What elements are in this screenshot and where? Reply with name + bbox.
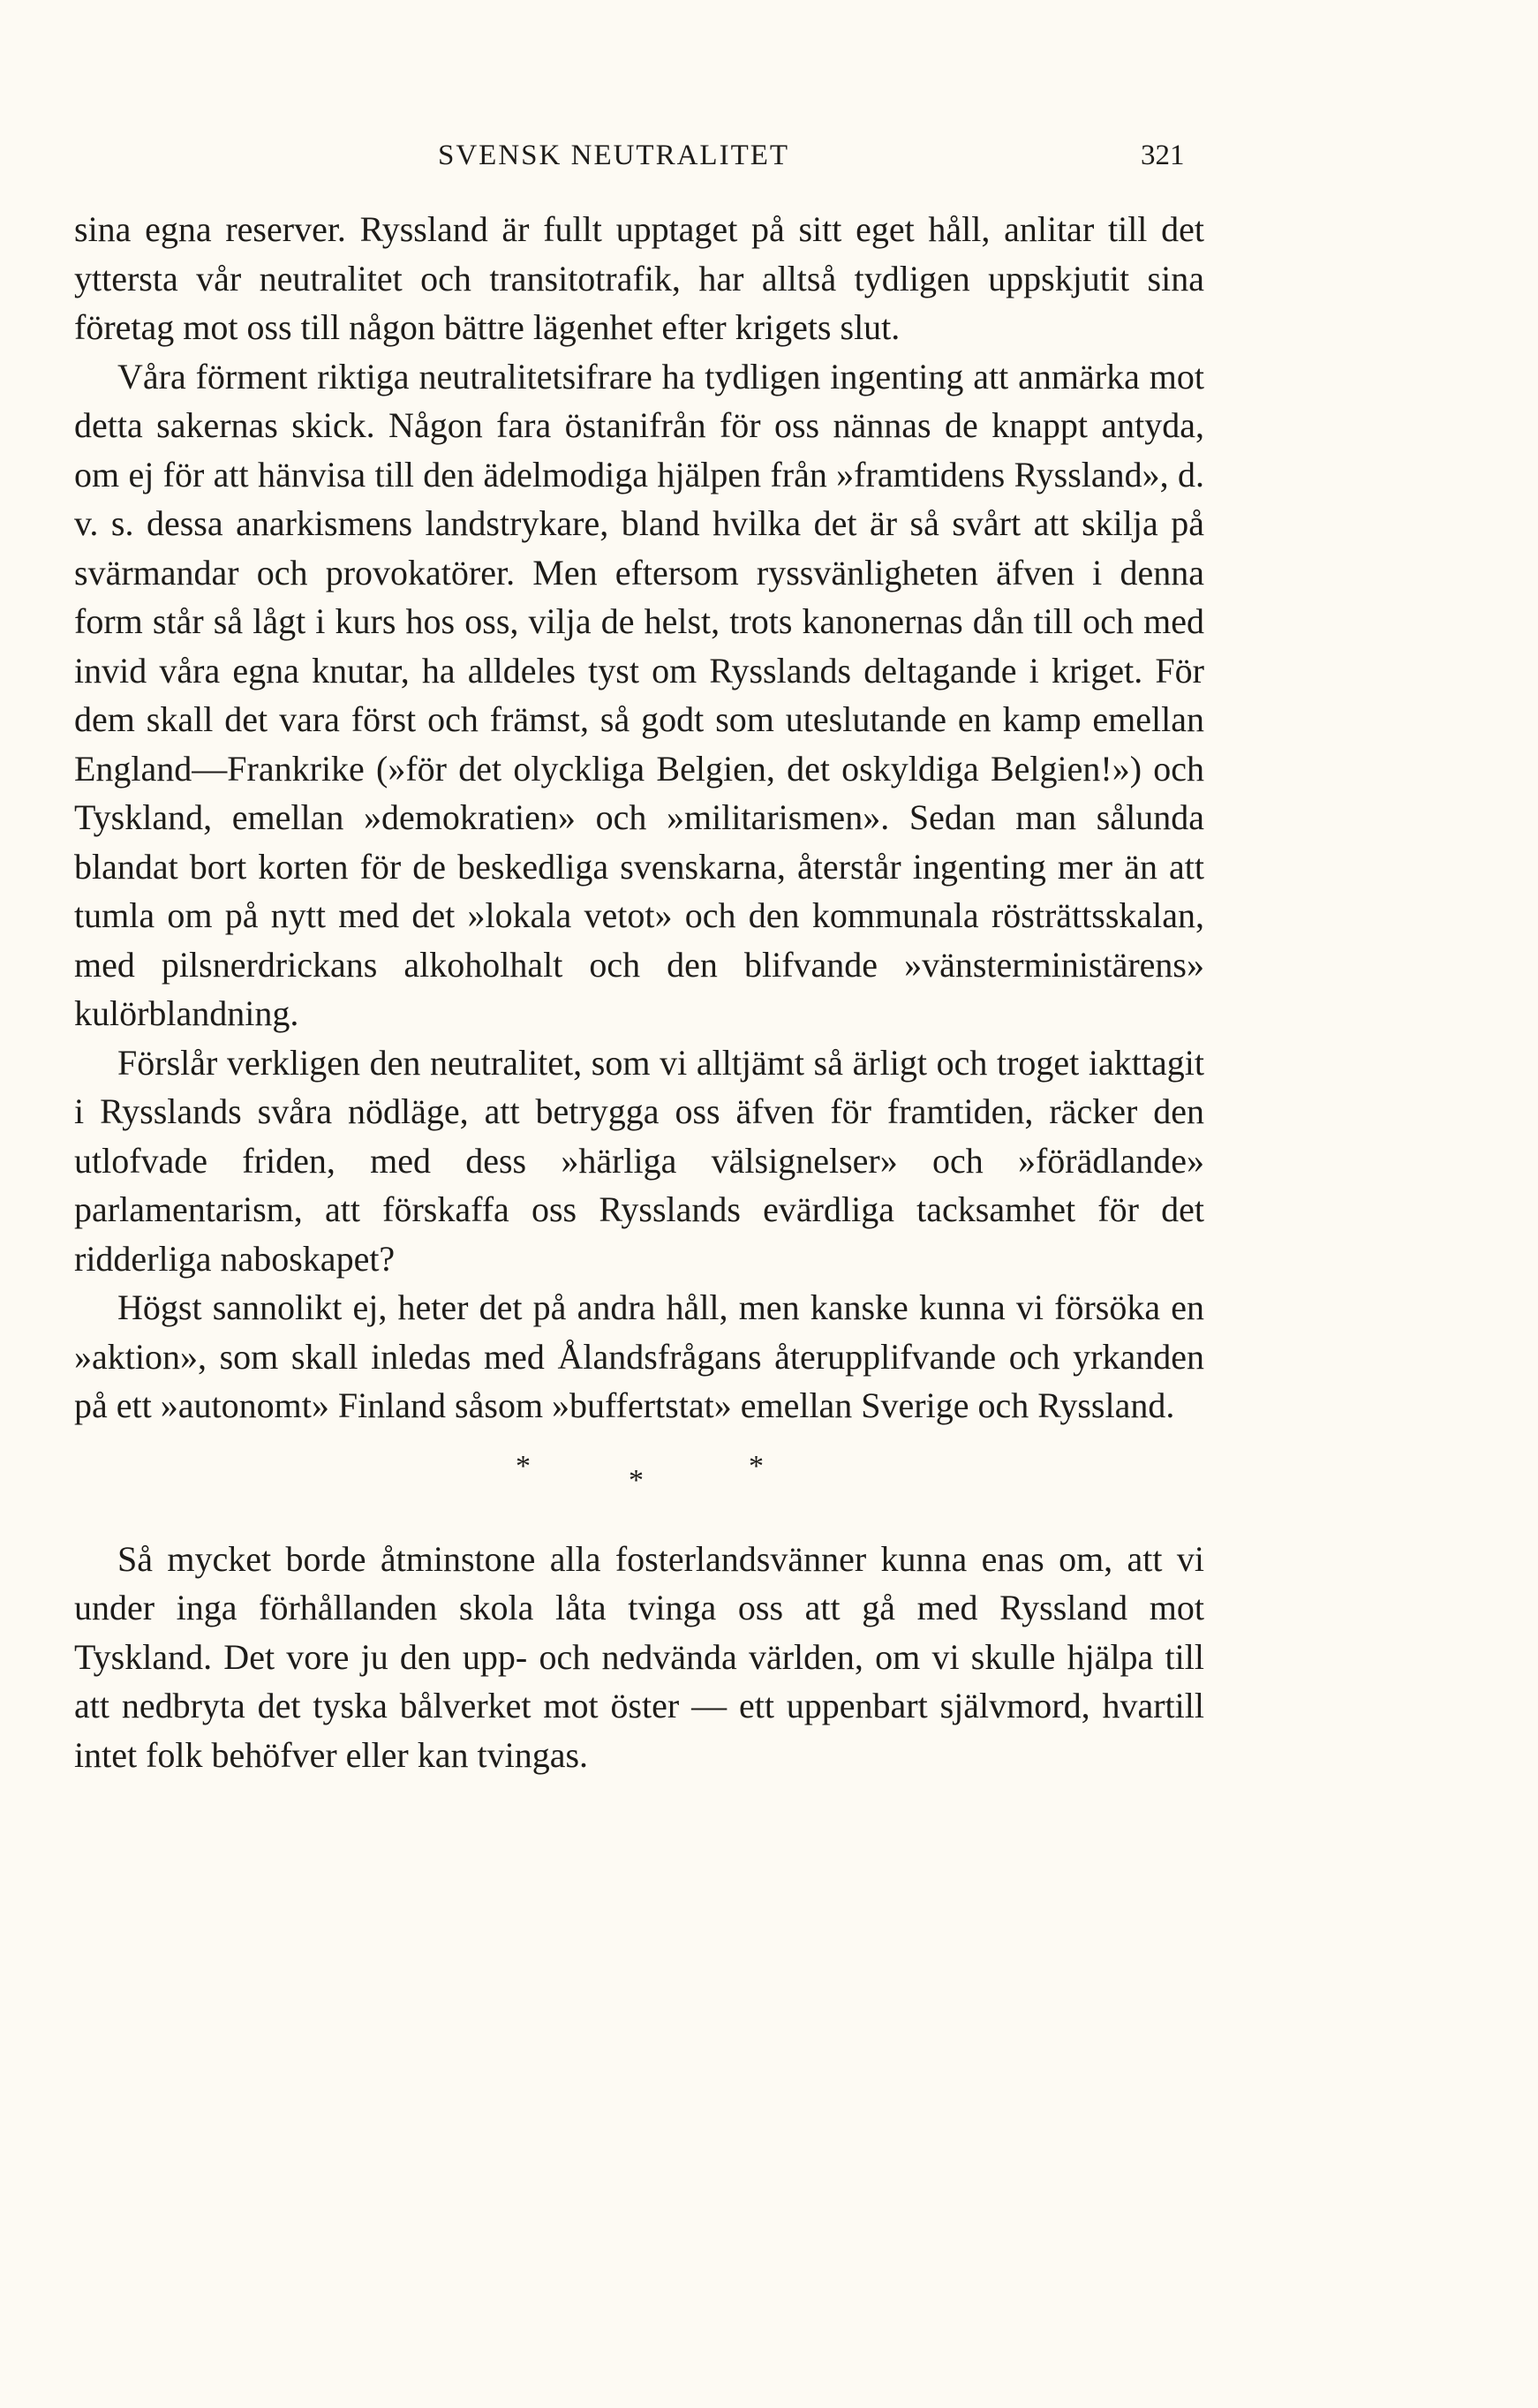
section-separator	[74, 1430, 1204, 1535]
asterisk-3: *	[749, 1449, 764, 1483]
page-number: 321	[1141, 140, 1185, 171]
paragraph-2: Våra förment riktiga neutralitetsifrare ha tydligen ingenting att anmärka mot detta sakernas skick. Någon fara östanifrån för oss nännas de knappt antyda, om ej för att hänvisa till den ädelmodiga hjälpen från »framtidens Ryssland», d. v. s. dessa anarkismens landstrykare, bland hvilka det är så svårt att skilja på svärmandar och provokatörer. Men eftersom ryssvänligheten äfven i denna form står så lågt i kurs hos oss, vilja de helst, trots kanonernas dån till och med invid våra egna knutar, ha alldeles tyst om Rysslands deltagande i kriget. För dem skall det vara först och främst, så godt som uteslutande en kamp emellan England—Frankrike (»för det olyckliga Belgien, det oskyldiga Belgien!») och Tyskland, emellan »demokratien» och »militarismen». Sedan man sålunda blandat bort korten för de beskedliga svenskarna, återstår ingenting mer än att tumla om på nytt med det »lokala vetot» och den kommunala rösträttsskalan, med pilsnerdrickans alkoholhalt och den blifvande »vänsterministärens» kulörblandning.	[74, 356, 1204, 1033]
paragraph-3: Förslår verkligen den neutralitet, som vi alltjämt så ärligt och troget iakttagit i Rysslands svåra nödläge, att betrygga oss äfven för framtiden, räcker den utlofvade friden, med dess »härliga välsignelser» och »förädlande» parlamentarism, att förskaffa oss Rysslands evärdliga tacksamhet för det ridderliga naboskapet?	[74, 1042, 1204, 1279]
body-text	[74, 205, 1204, 1779]
running-head-title: SVENSK NEUTRALITET	[438, 140, 790, 171]
paragraph-1: sina egna reserver. Ryssland är fullt upptaget på sitt eget håll, anlitar till det yttersta vår neutralitet och transitotrafik, har alltså tydligen uppskjutit sina företag mot oss till någon bättre lägenhet efter krigets slut.	[74, 209, 1204, 347]
asterisk-2: *	[629, 1463, 644, 1497]
asterisk-1: *	[516, 1449, 531, 1483]
running-head	[0, 140, 1538, 184]
paragraph-4: Högst sannolikt ej, heter det på andra håll, men kanske kunna vi försöka en »aktion», som skall inledas med Ålandsfrågans återupplifvande och yrkanden på ett »autonomt» Finland såsom »buffertstat» emellan Sverige och Ryssland.	[74, 1287, 1204, 1425]
paragraph-5: Så mycket borde åtminstone alla fosterlandsvänner kunna enas om, att vi under inga förhållanden skola låta tvinga oss att gå med Ryssland mot Tyskland. Det vore ju den upp- och nedvända världen, om vi skulle hjälpa till att nedbryta det tyska bålverket mot öster — ett uppenbart självmord, hvartill intet folk behöfver eller kan tvingas.	[74, 1538, 1204, 1775]
